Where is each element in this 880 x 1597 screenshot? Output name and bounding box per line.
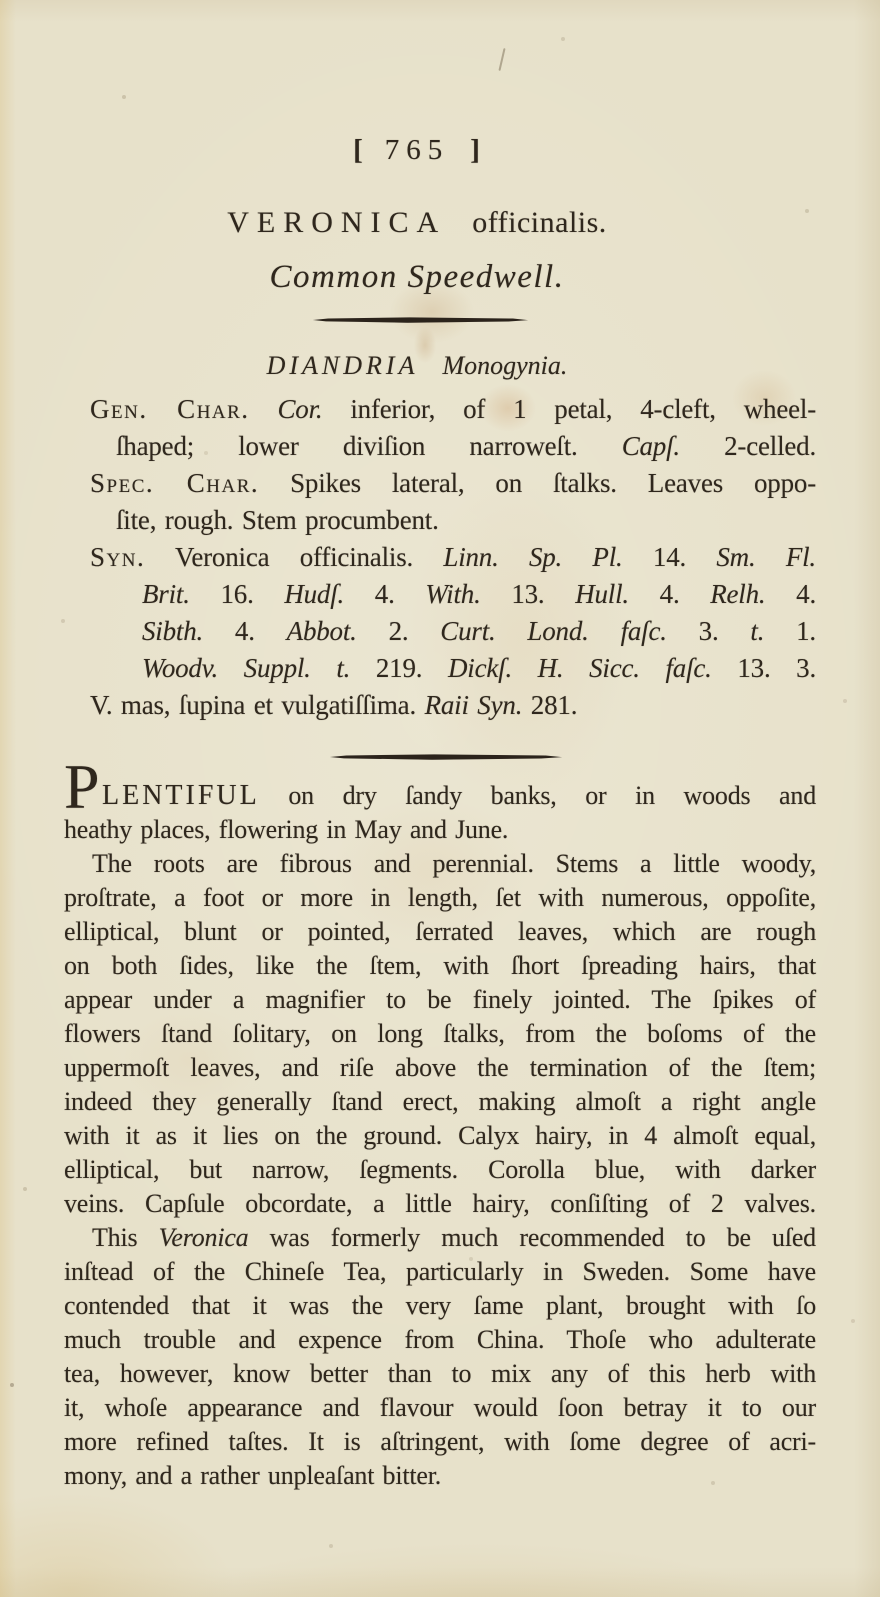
taxonomy-line — [0, 351, 857, 381]
text-segment: LENTIFUL — [102, 780, 260, 811]
text-line — [64, 881, 816, 915]
text-segment: Brit. — [142, 579, 190, 609]
text-segment: on both ſides, like the ſtem, with ſhort ſpreading hairs, that — [64, 951, 816, 980]
text-line — [64, 915, 816, 949]
genus-name: VERONICA — [227, 206, 447, 239]
text-segment: 4. — [765, 579, 817, 609]
text-segment: Spikes lateral, on ſtalks. Leaves oppo- — [259, 468, 816, 498]
text-segment: mony, and a rather unpleaſant bitter. — [64, 1461, 442, 1490]
text-segment: Cor. — [277, 394, 323, 424]
text-line — [142, 650, 816, 687]
text-segment: 14. — [622, 542, 717, 572]
text-line — [64, 1119, 816, 1153]
text-segment: inſtead of the Chineſe Tea, particularly in Sweden. Some have — [64, 1257, 816, 1286]
linnaean-order: Monogynia. — [442, 351, 568, 380]
text-segment: with it as it lies on the ground. Calyx hairy, in 4 almoſt equal, — [64, 1121, 816, 1150]
text-segment: Dickſ. H. Sicc. faſc. — [447, 653, 712, 683]
text-line — [64, 1391, 816, 1425]
text-line — [64, 1187, 816, 1221]
text-segment: Veronica officinalis. — [145, 542, 444, 572]
text-segment: it, whoſe appearance and flavour would ſoon betray it to our — [64, 1393, 816, 1422]
text-segment: elliptical, but narrow, ſegments. Corolla blue, with darker — [64, 1155, 816, 1184]
text-segment: heathy places, flowering in May and June. — [64, 815, 509, 844]
description-text — [64, 751, 816, 1493]
text-segment: 3. — [666, 616, 751, 646]
text-segment: veins. Capſule obcordate, a little hairy, conſiſting of 2 valves. — [64, 1189, 816, 1218]
common-name: Common Speedwell. — [269, 259, 565, 295]
text-segment: flowers ſtand ſolitary, on long ſtalks, from the boſoms of the — [64, 1019, 816, 1048]
text-line — [142, 613, 816, 650]
text-line — [64, 1357, 816, 1391]
text-segment: The roots are fibrous and perennial. Stems a little woody, — [92, 849, 816, 878]
text-segment: Curt. Lond. faſc. — [440, 616, 667, 646]
text-segment: t. — [750, 616, 765, 646]
text-segment: Hudſ. — [284, 579, 345, 609]
text-segment: Abbot. — [286, 616, 357, 646]
text-segment: Relh. — [710, 579, 766, 609]
text-segment: 13. — [480, 579, 576, 609]
text-line — [64, 1425, 816, 1459]
text-segment: much trouble and expence from China. Thoſe who adulterate — [64, 1325, 816, 1354]
text-line — [64, 1289, 816, 1323]
text-segment: This — [92, 1223, 159, 1252]
text-segment: Capſ. — [621, 431, 680, 461]
text-line — [64, 1051, 816, 1085]
text-line — [64, 983, 816, 1017]
text-segment: more refined taſtes. It is aſtringent, with ſome degree of acri- — [64, 1427, 816, 1456]
pen-stroke-mark — [498, 48, 505, 71]
text-segment: inferior, of 1 petal, 4-cleft, wheel- — [322, 394, 816, 424]
text-line — [90, 465, 816, 502]
characters-section — [90, 391, 816, 724]
text-segment: ſhaped; lower diviſion narroweſt. — [116, 431, 622, 461]
text-segment: Syn. — [90, 542, 146, 572]
text-segment: contended that it was the very ſame plant, brought with ſo — [64, 1291, 816, 1320]
species-title — [0, 206, 857, 240]
text-segment: Spec. Char. — [90, 468, 260, 498]
linnaean-class: DIANDRIA — [266, 351, 419, 380]
text-segment: 2-celled. — [679, 431, 816, 461]
text-line — [64, 847, 816, 881]
drop-cap-initial: P — [64, 751, 100, 822]
divider-rule-top — [313, 317, 528, 323]
text-segment: uppermoſt leaves, and riſe above the termination of the ſtem; — [64, 1053, 816, 1082]
text-line — [64, 1255, 816, 1289]
folio-number: 765 — [384, 134, 450, 166]
page-number — [0, 134, 857, 167]
text-segment: 281. — [522, 690, 578, 720]
text-line — [116, 428, 816, 465]
text-segment: tea, however, know better than to mix any of this herb with — [64, 1359, 816, 1388]
text-line — [90, 391, 816, 428]
text-segment: 16. — [189, 579, 285, 609]
text-segment: was formerly much recommended to be uſed — [248, 1223, 816, 1252]
text-line — [64, 751, 816, 822]
text-segment: With. — [425, 579, 481, 609]
text-segment: Veronica — [158, 1223, 249, 1252]
divider-rule-middle — [330, 754, 562, 760]
species-epithet: officinalis. — [472, 206, 607, 239]
text-segment: elliptical, blunt or pointed, ſerrated leaves, which are rough — [64, 917, 816, 946]
text-segment: 219. — [350, 653, 448, 683]
text-line — [64, 949, 816, 983]
text-line — [64, 1221, 816, 1255]
text-segment: V. mas, ſupina et vulgatiſſima. — [90, 690, 425, 720]
left-bracket: [ — [353, 134, 364, 166]
text-line — [64, 1085, 816, 1119]
text-segment: 2. — [356, 616, 441, 646]
text-segment: ſite, rough. Stem procumbent. — [116, 505, 439, 535]
text-line — [64, 1017, 816, 1051]
text-segment: Sibth. — [142, 616, 204, 646]
text-line — [90, 539, 816, 576]
text-segment: Sm. Fl. — [716, 542, 816, 572]
text-segment: Woodv. Suppl. t. — [142, 653, 351, 683]
text-segment: appear under a magnifier to be finely jointed. The ſpikes of — [64, 985, 816, 1014]
text-segment: Hull. — [575, 579, 629, 609]
text-segment: Gen. Char. — [90, 394, 250, 424]
text-segment: proſtrate, a foot or more in length, ſet with numerous, oppoſite, — [64, 883, 816, 912]
text-line — [64, 1323, 816, 1357]
text-segment: 4. — [203, 616, 287, 646]
text-segment: indeed they generally ſtand erect, making almoſt a right angle — [64, 1087, 816, 1116]
text-line — [142, 576, 816, 613]
text-segment: 4. — [344, 579, 426, 609]
text-segment: on dry ſandy banks, or in woods and — [259, 781, 816, 810]
right-bracket: ] — [470, 134, 481, 166]
text-segment: 13. 3. — [711, 653, 816, 683]
text-line — [64, 1153, 816, 1187]
text-segment: 1. — [764, 616, 816, 646]
paper-specks — [0, 0, 2, 2]
text-segment: 4. — [628, 579, 711, 609]
text-segment: Linn. Sp. Pl. — [443, 542, 623, 572]
text-segment: Raii Syn. — [424, 690, 523, 720]
text-segment — [250, 394, 278, 424]
